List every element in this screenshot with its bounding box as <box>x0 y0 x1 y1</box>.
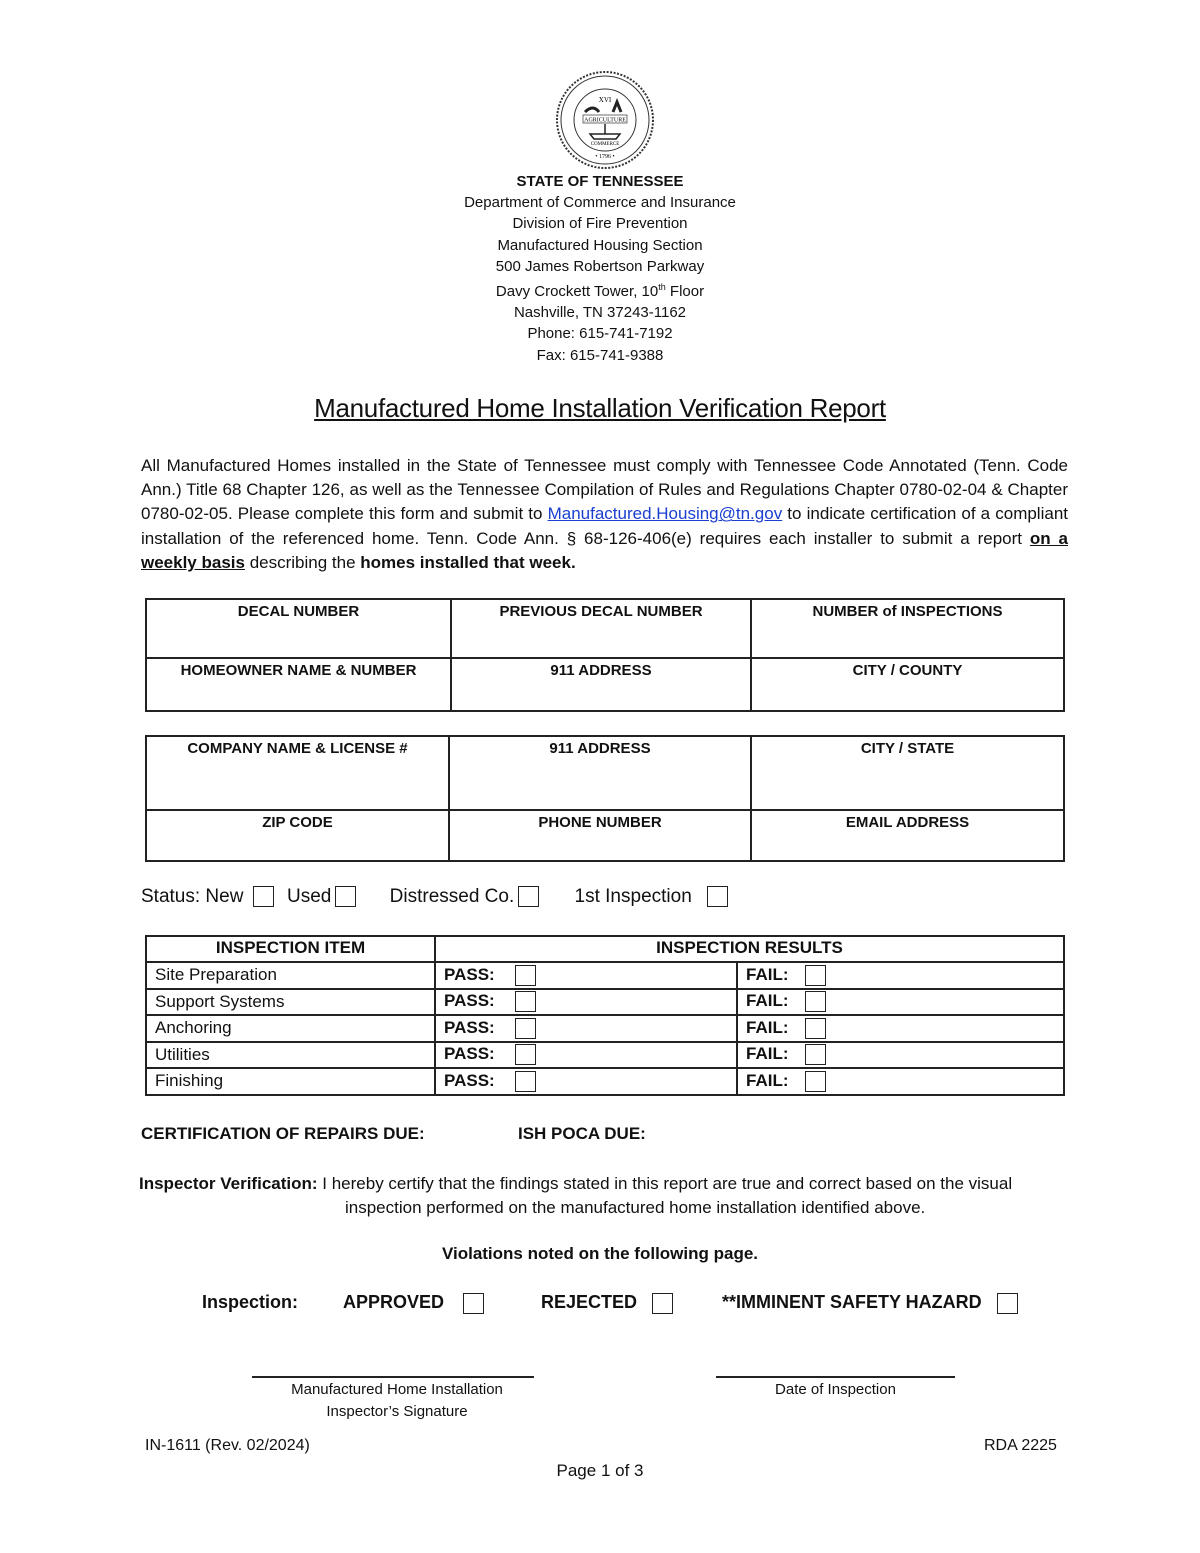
date-caption: Date of Inspection <box>775 1381 896 1398</box>
verification-text: I hereby certify that the findings stated in this report are true and correct based on the visual <box>317 1174 1013 1193</box>
pass-checkbox[interactable] <box>515 1044 536 1065</box>
intro-paragraph <box>141 454 1068 575</box>
pass-label: PASS: <box>444 1017 495 1037</box>
status-used-checkbox[interactable] <box>335 886 356 907</box>
repairs-due-label: CERTIFICATION OF REPAIRS DUE: <box>141 1124 425 1143</box>
city-state-field[interactable]: CITY / STATE <box>751 736 1064 810</box>
fail-checkbox[interactable] <box>805 965 826 986</box>
inspections-count-field[interactable]: NUMBER of INSPECTIONS <box>751 599 1064 658</box>
svg-text:• 1796 •: • 1796 • <box>595 154 615 160</box>
table-row <box>146 989 1064 1016</box>
company-info-table <box>145 735 1065 862</box>
fail-label: FAIL: <box>746 1070 789 1090</box>
city-address: Nashville, TN 37243-1162 <box>513 304 687 322</box>
inspection-decision-label: Inspection: <box>202 1292 299 1312</box>
status-used-label: Used <box>287 886 332 907</box>
inspection-table <box>145 935 1065 1096</box>
intro-text: All Manufactured Homes installed in the State of Tennessee must comply with Tennessee Code Annotated (Tenn. Code Ann.) Title 68 Chapter 126, as well as the Tennessee Compilation of Rules and Regulations Chapter 0780-02-04 & Chapter 0780-02-05. Please complete this form and submit to <box>141 456 1068 524</box>
division: Division of Fire Prevention <box>512 215 688 233</box>
rejected-checkbox[interactable] <box>652 1293 673 1314</box>
city-county-field[interactable]: CITY / COUNTY <box>751 658 1064 711</box>
previous-decal-field[interactable]: PREVIOUS DECAL NUMBER <box>451 599 751 658</box>
agency-header <box>0 171 1200 366</box>
violations-note: Violations noted on the following page. <box>441 1244 759 1263</box>
approved-option <box>343 1292 484 1314</box>
street-address: 500 James Robertson Parkway <box>495 257 705 275</box>
pass-label: PASS: <box>444 964 495 984</box>
pass-label: PASS: <box>444 991 495 1011</box>
table-row <box>146 1015 1064 1042</box>
email-address-field[interactable]: EMAIL ADDRESS <box>751 810 1064 861</box>
phone-number-field[interactable]: PHONE NUMBER <box>449 810 751 861</box>
svg-text:AGRICULTURE: AGRICULTURE <box>584 117 626 124</box>
home-info-table <box>145 598 1065 712</box>
table-row <box>146 1042 1064 1069</box>
status-first-inspection-label: 1st Inspection <box>574 886 692 907</box>
fail-checkbox[interactable] <box>805 1044 826 1065</box>
rejected-option <box>541 1292 673 1314</box>
rda-number: RDA 2225 <box>984 1437 1057 1454</box>
tower-floor: Floor <box>665 283 705 301</box>
pass-label: PASS: <box>444 1070 495 1090</box>
inspection-item-header: INSPECTION ITEM <box>146 936 435 962</box>
email-link[interactable]: Manufactured.Housing@tn.gov <box>547 504 783 524</box>
company-address-field[interactable]: 911 ADDRESS <box>449 736 751 810</box>
table-row <box>146 962 1064 989</box>
status-first-inspection-checkbox[interactable] <box>707 886 728 907</box>
svg-text:COMMERCE: COMMERCE <box>590 142 620 147</box>
pass-checkbox[interactable] <box>515 1018 536 1039</box>
tower-text: Davy Crockett Tower, 10 <box>495 283 659 301</box>
fail-label: FAIL: <box>746 1044 789 1064</box>
weekly-emphasis: on a weekly basis <box>141 528 1068 572</box>
inspection-item: Finishing <box>146 1068 435 1095</box>
home-address-field[interactable]: 911 ADDRESS <box>451 658 751 711</box>
hazard-option <box>722 1292 1018 1314</box>
fax: Fax: 615-741-9388 <box>536 346 664 364</box>
signature-line[interactable] <box>252 1376 534 1378</box>
inspector-verification <box>139 1172 1099 1220</box>
inspection-item: Anchoring <box>146 1015 435 1042</box>
status-new-checkbox[interactable] <box>253 886 274 907</box>
signature-caption <box>242 1379 552 1423</box>
rejected-label: REJECTED <box>541 1292 638 1312</box>
approved-label: APPROVED <box>343 1292 445 1312</box>
date-line[interactable] <box>716 1376 955 1378</box>
homeowner-field[interactable]: HOMEOWNER NAME & NUMBER <box>146 658 451 711</box>
decal-number-field[interactable]: DECAL NUMBER <box>146 599 451 658</box>
department: Department of Commerce and Insurance <box>464 194 736 212</box>
phone: Phone: 615-741-7192 <box>527 325 673 343</box>
page-title: Manufactured Home Installation Verification Report <box>314 393 886 423</box>
fail-checkbox[interactable] <box>805 991 826 1012</box>
fail-label: FAIL: <box>746 991 789 1011</box>
company-name-field[interactable]: COMPANY NAME & LICENSE # <box>146 736 449 810</box>
pass-checkbox[interactable] <box>515 965 536 986</box>
status-new-label: Status: New <box>141 886 244 907</box>
inspection-item: Utilities <box>146 1042 435 1069</box>
pass-checkbox[interactable] <box>515 1071 536 1092</box>
status-distressed-label: Distressed Co. <box>389 886 515 907</box>
homes-emphasis: homes installed that week. <box>360 552 576 572</box>
approved-checkbox[interactable] <box>463 1293 484 1314</box>
inspection-item: Site Preparation <box>146 962 435 989</box>
tower-sup: th <box>658 282 666 293</box>
status-distressed-checkbox[interactable] <box>518 886 539 907</box>
ish-poca-due-label: ISH POCA DUE: <box>518 1124 646 1143</box>
fail-checkbox[interactable] <box>805 1071 826 1092</box>
hazard-checkbox[interactable] <box>997 1293 1018 1314</box>
state-name: STATE OF TENNESSEE <box>516 173 684 190</box>
signature-caption-2: Inspector’s Signature <box>326 1403 468 1420</box>
inspection-item: Support Systems <box>146 989 435 1016</box>
fail-label: FAIL: <box>746 964 789 984</box>
inspection-results-header: INSPECTION RESULTS <box>435 936 1064 962</box>
verification-label: Inspector Verification: <box>139 1174 318 1193</box>
form-number: IN-1611 (Rev. 02/2024) <box>145 1437 310 1454</box>
fail-label: FAIL: <box>746 1017 789 1037</box>
tennessee-seal-logo <box>555 70 655 170</box>
pass-checkbox[interactable] <box>515 991 536 1012</box>
status-row <box>141 886 732 908</box>
svg-text:XVI: XVI <box>598 96 612 104</box>
intro-text: describing the <box>244 552 361 572</box>
intro-text: to indicate certification of a compliant installation of the referenced home. Tenn. Code Ann. § 68-126-406(e) requires each installer to submit a report <box>141 504 1068 548</box>
section: Manufactured Housing Section <box>497 236 703 254</box>
fail-checkbox[interactable] <box>805 1018 826 1039</box>
pass-label: PASS: <box>444 1044 495 1064</box>
page-number: Page 1 of 3 <box>556 1461 644 1480</box>
verification-text-2: inspection performed on the manufactured home installation identified above. <box>345 1198 926 1217</box>
hazard-label: **IMMINENT SAFETY HAZARD <box>722 1292 982 1312</box>
building-address <box>0 277 1200 302</box>
signature-caption-1: Manufactured Home Installation <box>291 1381 503 1398</box>
zip-code-field[interactable]: ZIP CODE <box>146 810 449 861</box>
table-row <box>146 1068 1064 1095</box>
